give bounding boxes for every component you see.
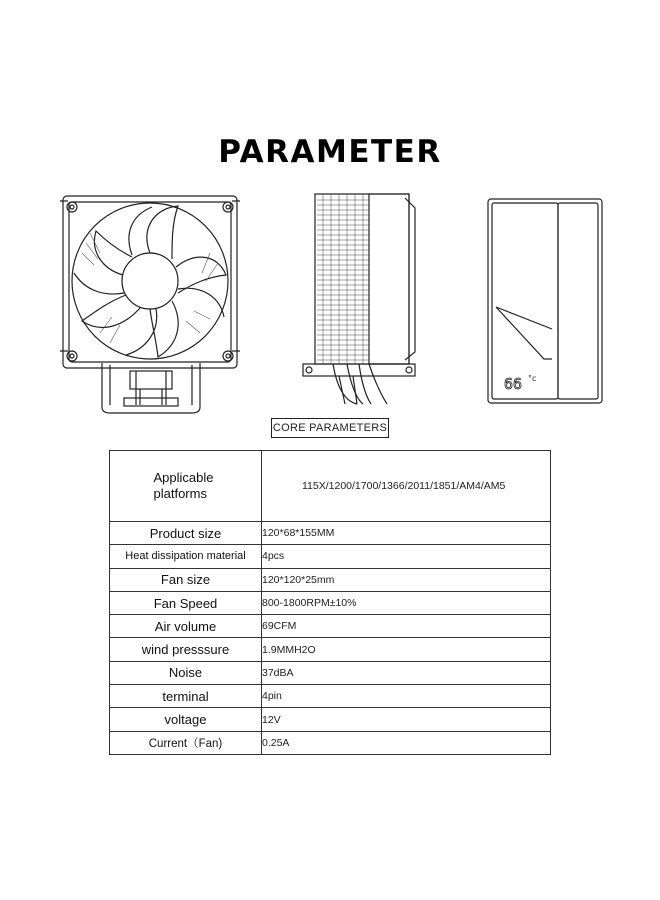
param-label: Product size — [110, 522, 262, 545]
table-row — [110, 522, 551, 545]
param-label: voltage — [110, 708, 262, 731]
table-row — [110, 708, 551, 731]
table-row — [110, 568, 551, 591]
param-label: Fan size — [110, 568, 262, 591]
table-row — [110, 545, 551, 568]
param-value: 69CFM — [262, 615, 551, 638]
param-label: terminal — [110, 685, 262, 708]
param-label: Fan Speed — [110, 591, 262, 614]
table-row — [110, 638, 551, 661]
param-value: 0.25A — [262, 731, 551, 754]
temperature-unit: °c — [528, 374, 537, 383]
table-row — [110, 451, 551, 522]
param-label: wind presssure — [110, 638, 262, 661]
param-value: 4pcs — [262, 545, 551, 568]
param-value: 800-1800RPM±10% — [262, 591, 551, 614]
param-value: 37dBA — [262, 661, 551, 684]
table-row — [110, 731, 551, 754]
param-value: 120*68*155MM — [262, 522, 551, 545]
section-label: CORE PARAMETERS — [271, 418, 389, 438]
param-label: Heat dissipation material — [110, 545, 262, 568]
temperature-readout: 66 — [504, 375, 523, 393]
cooler-front-view — [60, 193, 240, 418]
param-label: Noise — [110, 661, 262, 684]
cooler-side-view — [297, 192, 427, 412]
table-row — [110, 661, 551, 684]
param-value: 115X/1200/1700/1366/2011/1851/AM4/AM5 — [262, 451, 551, 522]
param-value: 120*120*25mm — [262, 568, 551, 591]
parameter-table — [109, 450, 551, 755]
param-label: Air volume — [110, 615, 262, 638]
cooler-top-view — [486, 197, 604, 405]
param-value: 12V — [262, 708, 551, 731]
table-row — [110, 591, 551, 614]
page-title: PARAMETER — [218, 134, 442, 170]
param-value: 4pin — [262, 685, 551, 708]
param-value: 1.9MMH2O — [262, 638, 551, 661]
param-label — [110, 451, 262, 522]
param-label-text: Applicable platforms — [153, 470, 214, 501]
table-row — [110, 615, 551, 638]
param-label: Current（Fan) — [110, 731, 262, 754]
table-row — [110, 685, 551, 708]
